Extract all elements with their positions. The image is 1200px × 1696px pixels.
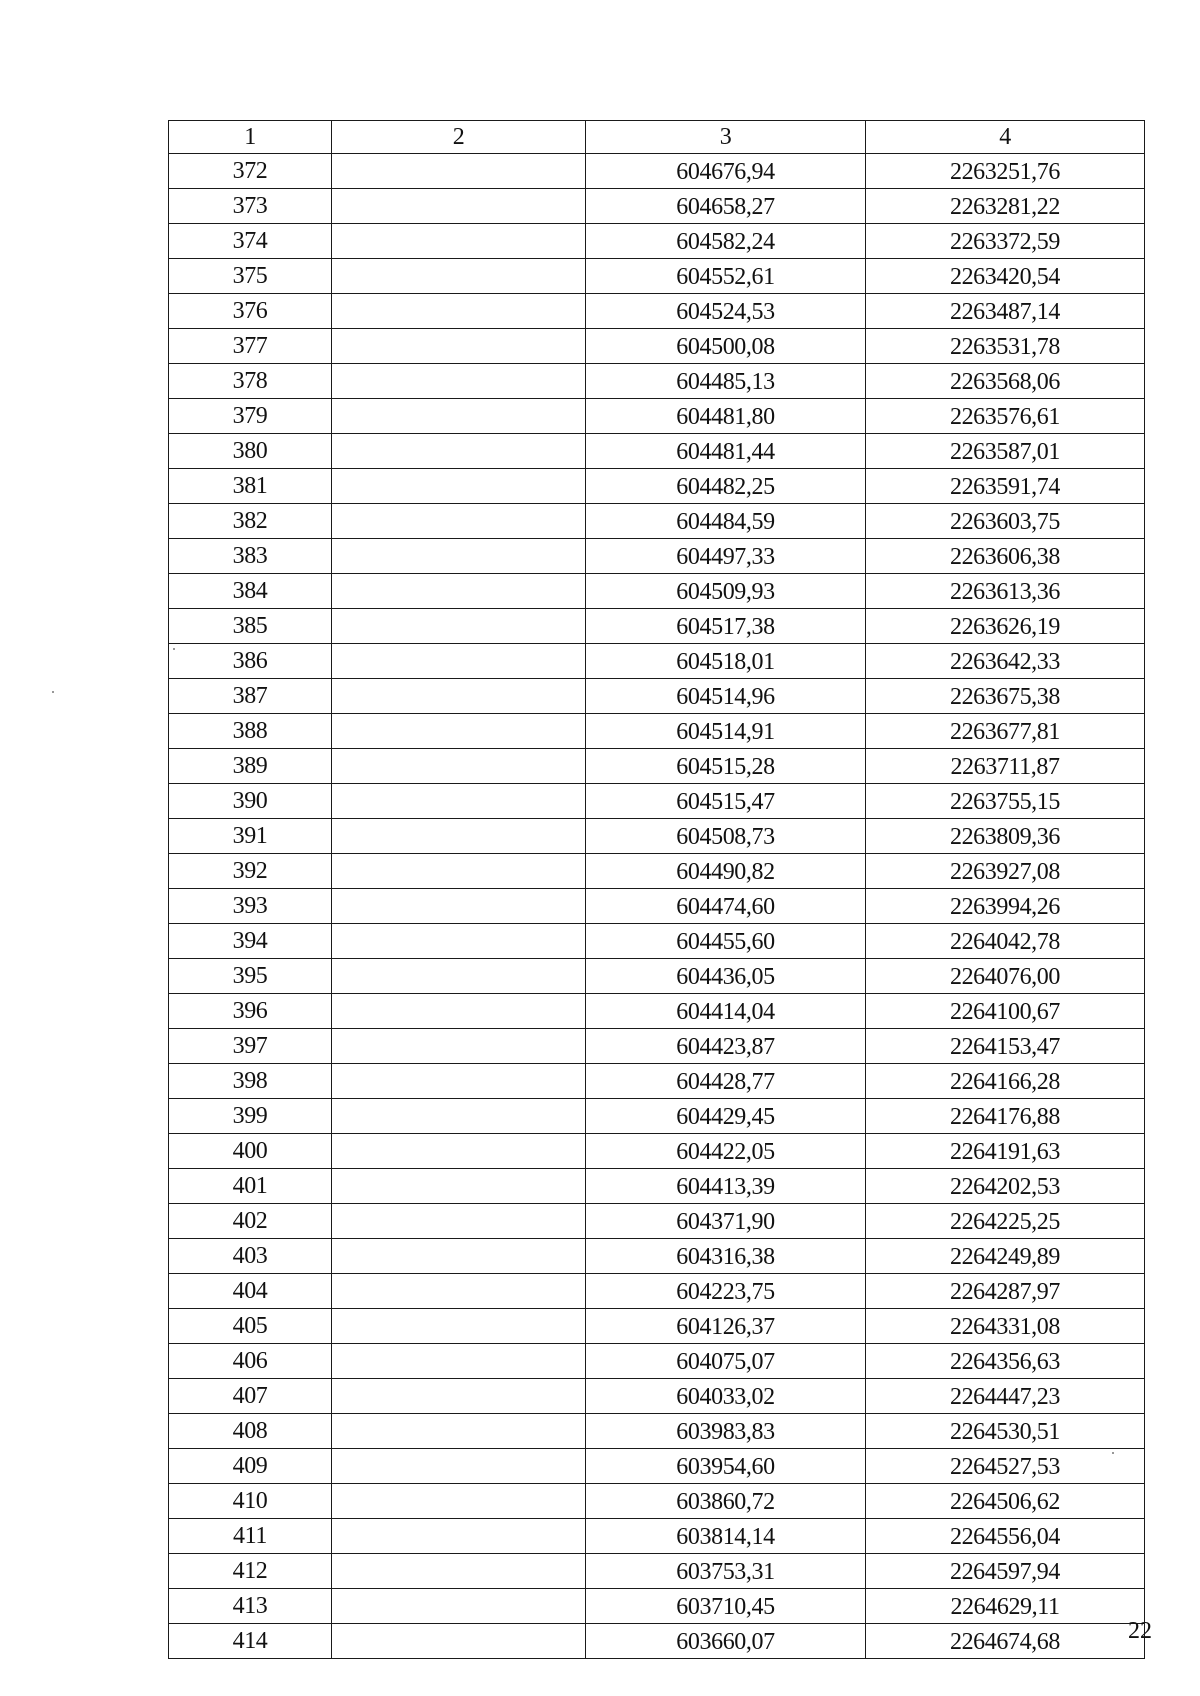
point-number-cell: 405 — [169, 1309, 332, 1344]
description-cell — [332, 1134, 586, 1169]
table-row — [169, 504, 1145, 539]
table-row — [169, 224, 1145, 259]
table-row — [169, 1414, 1145, 1449]
y-coordinate-cell: 2263372,59 — [866, 224, 1145, 259]
y-coordinate-cell: 2264176,88 — [866, 1099, 1145, 1134]
y-coordinate-cell: 2264100,67 — [866, 994, 1145, 1029]
point-number-cell: 386 — [169, 644, 332, 679]
description-cell — [332, 819, 586, 854]
table-row — [169, 1099, 1145, 1134]
x-coordinate-cell: 604517,38 — [586, 609, 866, 644]
x-coordinate-cell: 604422,05 — [586, 1134, 866, 1169]
point-number-cell: 381 — [169, 469, 332, 504]
y-coordinate-cell: 2263531,78 — [866, 329, 1145, 364]
y-coordinate-cell: 2264447,23 — [866, 1379, 1145, 1414]
x-coordinate-cell: 604075,07 — [586, 1344, 866, 1379]
x-coordinate-cell: 604481,44 — [586, 434, 866, 469]
description-cell — [332, 434, 586, 469]
y-coordinate-cell: 2263281,22 — [866, 189, 1145, 224]
x-coordinate-cell: 604518,01 — [586, 644, 866, 679]
x-coordinate-cell: 604552,61 — [586, 259, 866, 294]
x-coordinate-cell: 604485,13 — [586, 364, 866, 399]
y-coordinate-cell: 2264356,63 — [866, 1344, 1145, 1379]
description-cell — [332, 329, 586, 364]
y-coordinate-cell: 2263603,75 — [866, 504, 1145, 539]
table-row — [169, 329, 1145, 364]
description-cell — [332, 609, 586, 644]
point-number-cell: 372 — [169, 154, 332, 189]
x-coordinate-cell: 604423,87 — [586, 1029, 866, 1064]
x-coordinate-cell: 604514,96 — [586, 679, 866, 714]
y-coordinate-cell: 2264331,08 — [866, 1309, 1145, 1344]
x-coordinate-cell: 604414,04 — [586, 994, 866, 1029]
x-coordinate-cell: 603753,31 — [586, 1554, 866, 1589]
description-cell — [332, 1414, 586, 1449]
table-row — [169, 1624, 1145, 1659]
x-coordinate-cell: 604316,38 — [586, 1239, 866, 1274]
point-number-cell: 400 — [169, 1134, 332, 1169]
x-coordinate-cell: 604514,91 — [586, 714, 866, 749]
y-coordinate-cell: 2264191,63 — [866, 1134, 1145, 1169]
table-row — [169, 994, 1145, 1029]
x-coordinate-cell: 603814,14 — [586, 1519, 866, 1554]
description-cell — [332, 399, 586, 434]
description-cell — [332, 469, 586, 504]
y-coordinate-cell: 2263755,15 — [866, 784, 1145, 819]
x-coordinate-cell: 604524,53 — [586, 294, 866, 329]
table-row — [169, 1274, 1145, 1309]
y-coordinate-cell: 2263675,38 — [866, 679, 1145, 714]
y-coordinate-cell: 2263711,87 — [866, 749, 1145, 784]
table-row — [169, 924, 1145, 959]
description-cell — [332, 679, 586, 714]
x-coordinate-cell: 604508,73 — [586, 819, 866, 854]
x-coordinate-cell: 604455,60 — [586, 924, 866, 959]
point-number-cell: 403 — [169, 1239, 332, 1274]
description-cell — [332, 1064, 586, 1099]
x-coordinate-cell: 604413,39 — [586, 1169, 866, 1204]
table-row — [169, 819, 1145, 854]
table-row — [169, 1239, 1145, 1274]
coordinates-table — [168, 120, 1145, 1659]
description-cell — [332, 854, 586, 889]
point-number-cell: 380 — [169, 434, 332, 469]
x-coordinate-cell: 604428,77 — [586, 1064, 866, 1099]
point-number-cell: 394 — [169, 924, 332, 959]
x-coordinate-cell: 604676,94 — [586, 154, 866, 189]
y-coordinate-cell: 2263606,38 — [866, 539, 1145, 574]
description-cell — [332, 1379, 586, 1414]
table-row — [169, 1204, 1145, 1239]
description-cell — [332, 574, 586, 609]
point-number-cell: 391 — [169, 819, 332, 854]
scan-speck — [52, 691, 54, 693]
description-cell — [332, 1274, 586, 1309]
x-coordinate-cell: 603710,45 — [586, 1589, 866, 1624]
y-coordinate-cell: 2263927,08 — [866, 854, 1145, 889]
table-row — [169, 749, 1145, 784]
point-number-cell: 392 — [169, 854, 332, 889]
point-number-cell: 379 — [169, 399, 332, 434]
table-row — [169, 679, 1145, 714]
point-number-cell: 378 — [169, 364, 332, 399]
table-row — [169, 1554, 1145, 1589]
point-number-cell: 413 — [169, 1589, 332, 1624]
point-number-cell: 387 — [169, 679, 332, 714]
x-coordinate-cell: 604484,59 — [586, 504, 866, 539]
y-coordinate-cell: 2263587,01 — [866, 434, 1145, 469]
table-row — [169, 1064, 1145, 1099]
y-coordinate-cell: 2264530,51 — [866, 1414, 1145, 1449]
description-cell — [332, 994, 586, 1029]
table-row — [169, 714, 1145, 749]
point-number-cell: 414 — [169, 1624, 332, 1659]
point-number-cell: 401 — [169, 1169, 332, 1204]
point-number-cell: 407 — [169, 1379, 332, 1414]
point-number-cell: 396 — [169, 994, 332, 1029]
x-coordinate-cell: 604515,47 — [586, 784, 866, 819]
x-coordinate-cell: 603860,72 — [586, 1484, 866, 1519]
x-coordinate-cell: 604658,27 — [586, 189, 866, 224]
point-number-cell: 411 — [169, 1519, 332, 1554]
table-row — [169, 784, 1145, 819]
table-row — [169, 364, 1145, 399]
column-header-1: 1 — [169, 121, 332, 154]
scan-speck — [173, 648, 175, 650]
x-coordinate-cell: 604436,05 — [586, 959, 866, 994]
point-number-cell: 393 — [169, 889, 332, 924]
description-cell — [332, 749, 586, 784]
table-row — [169, 644, 1145, 679]
point-number-cell: 373 — [169, 189, 332, 224]
y-coordinate-cell: 2263251,76 — [866, 154, 1145, 189]
description-cell — [332, 784, 586, 819]
table-row — [169, 1344, 1145, 1379]
table-row — [169, 294, 1145, 329]
x-coordinate-cell: 604509,93 — [586, 574, 866, 609]
description-cell — [332, 364, 586, 399]
description-cell — [332, 539, 586, 574]
x-coordinate-cell: 604497,33 — [586, 539, 866, 574]
x-coordinate-cell: 603954,60 — [586, 1449, 866, 1484]
point-number-cell: 399 — [169, 1099, 332, 1134]
x-coordinate-cell: 604482,25 — [586, 469, 866, 504]
point-number-cell: 384 — [169, 574, 332, 609]
table-row — [169, 259, 1145, 294]
x-coordinate-cell: 604474,60 — [586, 889, 866, 924]
description-cell — [332, 1484, 586, 1519]
table-row — [169, 609, 1145, 644]
y-coordinate-cell: 2264506,62 — [866, 1484, 1145, 1519]
y-coordinate-cell: 2264287,97 — [866, 1274, 1145, 1309]
description-cell — [332, 154, 586, 189]
point-number-cell: 397 — [169, 1029, 332, 1064]
point-number-cell: 402 — [169, 1204, 332, 1239]
table-row — [169, 1589, 1145, 1624]
y-coordinate-cell: 2264249,89 — [866, 1239, 1145, 1274]
description-cell — [332, 294, 586, 329]
table-row — [169, 1169, 1145, 1204]
x-coordinate-cell: 604481,80 — [586, 399, 866, 434]
y-coordinate-cell: 2263626,19 — [866, 609, 1145, 644]
column-header-4: 4 — [866, 121, 1145, 154]
column-header-3: 3 — [586, 121, 866, 154]
table-row — [169, 1519, 1145, 1554]
y-coordinate-cell: 2263613,36 — [866, 574, 1145, 609]
description-cell — [332, 959, 586, 994]
y-coordinate-cell: 2263994,26 — [866, 889, 1145, 924]
table-row — [169, 889, 1145, 924]
y-coordinate-cell: 2264597,94 — [866, 1554, 1145, 1589]
table-row — [169, 469, 1145, 504]
description-cell — [332, 924, 586, 959]
table-row — [169, 189, 1145, 224]
description-cell — [332, 1589, 586, 1624]
table-row — [169, 1134, 1145, 1169]
description-cell — [332, 1449, 586, 1484]
point-number-cell: 382 — [169, 504, 332, 539]
table-row — [169, 1484, 1145, 1519]
description-cell — [332, 504, 586, 539]
description-cell — [332, 1624, 586, 1659]
x-coordinate-cell: 604223,75 — [586, 1274, 866, 1309]
y-coordinate-cell: 2264674,68 — [866, 1624, 1145, 1659]
y-coordinate-cell: 2263809,36 — [866, 819, 1145, 854]
x-coordinate-cell: 604429,45 — [586, 1099, 866, 1134]
y-coordinate-cell: 2263420,54 — [866, 259, 1145, 294]
point-number-cell: 398 — [169, 1064, 332, 1099]
x-coordinate-cell: 604490,82 — [586, 854, 866, 889]
description-cell — [332, 259, 586, 294]
description-cell — [332, 1169, 586, 1204]
point-number-cell: 395 — [169, 959, 332, 994]
y-coordinate-cell: 2264629,11 — [866, 1589, 1145, 1624]
y-coordinate-cell: 2263677,81 — [866, 714, 1145, 749]
x-coordinate-cell: 604500,08 — [586, 329, 866, 364]
description-cell — [332, 644, 586, 679]
y-coordinate-cell: 2264202,53 — [866, 1169, 1145, 1204]
point-number-cell: 408 — [169, 1414, 332, 1449]
table-row — [169, 539, 1145, 574]
page-number: 22 — [1128, 1618, 1152, 1644]
header-row — [169, 121, 1145, 154]
y-coordinate-cell: 2264042,78 — [866, 924, 1145, 959]
y-coordinate-cell: 2264076,00 — [866, 959, 1145, 994]
y-coordinate-cell: 2264556,04 — [866, 1519, 1145, 1554]
description-cell — [332, 1519, 586, 1554]
description-cell — [332, 224, 586, 259]
y-coordinate-cell: 2263568,06 — [866, 364, 1145, 399]
y-coordinate-cell: 2264527,53 — [866, 1449, 1145, 1484]
point-number-cell: 375 — [169, 259, 332, 294]
y-coordinate-cell: 2263487,14 — [866, 294, 1145, 329]
point-number-cell: 374 — [169, 224, 332, 259]
x-coordinate-cell: 603660,07 — [586, 1624, 866, 1659]
point-number-cell: 388 — [169, 714, 332, 749]
description-cell — [332, 1204, 586, 1239]
y-coordinate-cell: 2264225,25 — [866, 1204, 1145, 1239]
description-cell — [332, 889, 586, 924]
y-coordinate-cell: 2263576,61 — [866, 399, 1145, 434]
point-number-cell: 409 — [169, 1449, 332, 1484]
x-coordinate-cell: 604033,02 — [586, 1379, 866, 1414]
point-number-cell: 412 — [169, 1554, 332, 1589]
description-cell — [332, 1309, 586, 1344]
description-cell — [332, 1239, 586, 1274]
table-header — [169, 121, 1145, 154]
table-row — [169, 1309, 1145, 1344]
table-row — [169, 399, 1145, 434]
point-number-cell: 385 — [169, 609, 332, 644]
table-row — [169, 854, 1145, 889]
point-number-cell: 376 — [169, 294, 332, 329]
description-cell — [332, 1099, 586, 1134]
description-cell — [332, 1029, 586, 1064]
x-coordinate-cell: 604371,90 — [586, 1204, 866, 1239]
description-cell — [332, 189, 586, 224]
description-cell — [332, 1554, 586, 1589]
description-cell — [332, 714, 586, 749]
column-header-2: 2 — [332, 121, 586, 154]
point-number-cell: 390 — [169, 784, 332, 819]
y-coordinate-cell: 2264166,28 — [866, 1064, 1145, 1099]
x-coordinate-cell: 604582,24 — [586, 224, 866, 259]
table-row — [169, 434, 1145, 469]
y-coordinate-cell: 2263642,33 — [866, 644, 1145, 679]
table-row — [169, 574, 1145, 609]
table-row — [169, 154, 1145, 189]
point-number-cell: 377 — [169, 329, 332, 364]
y-coordinate-cell: 2264153,47 — [866, 1029, 1145, 1064]
point-number-cell: 389 — [169, 749, 332, 784]
x-coordinate-cell: 604515,28 — [586, 749, 866, 784]
point-number-cell: 404 — [169, 1274, 332, 1309]
description-cell — [332, 1344, 586, 1379]
scan-speck — [1112, 1452, 1114, 1454]
table-row — [169, 1449, 1145, 1484]
y-coordinate-cell: 2263591,74 — [866, 469, 1145, 504]
x-coordinate-cell: 603983,83 — [586, 1414, 866, 1449]
point-number-cell: 383 — [169, 539, 332, 574]
point-number-cell: 410 — [169, 1484, 332, 1519]
table-row — [169, 1029, 1145, 1064]
table-body — [169, 154, 1145, 1659]
x-coordinate-cell: 604126,37 — [586, 1309, 866, 1344]
table-row — [169, 1379, 1145, 1414]
point-number-cell: 406 — [169, 1344, 332, 1379]
table-row — [169, 959, 1145, 994]
